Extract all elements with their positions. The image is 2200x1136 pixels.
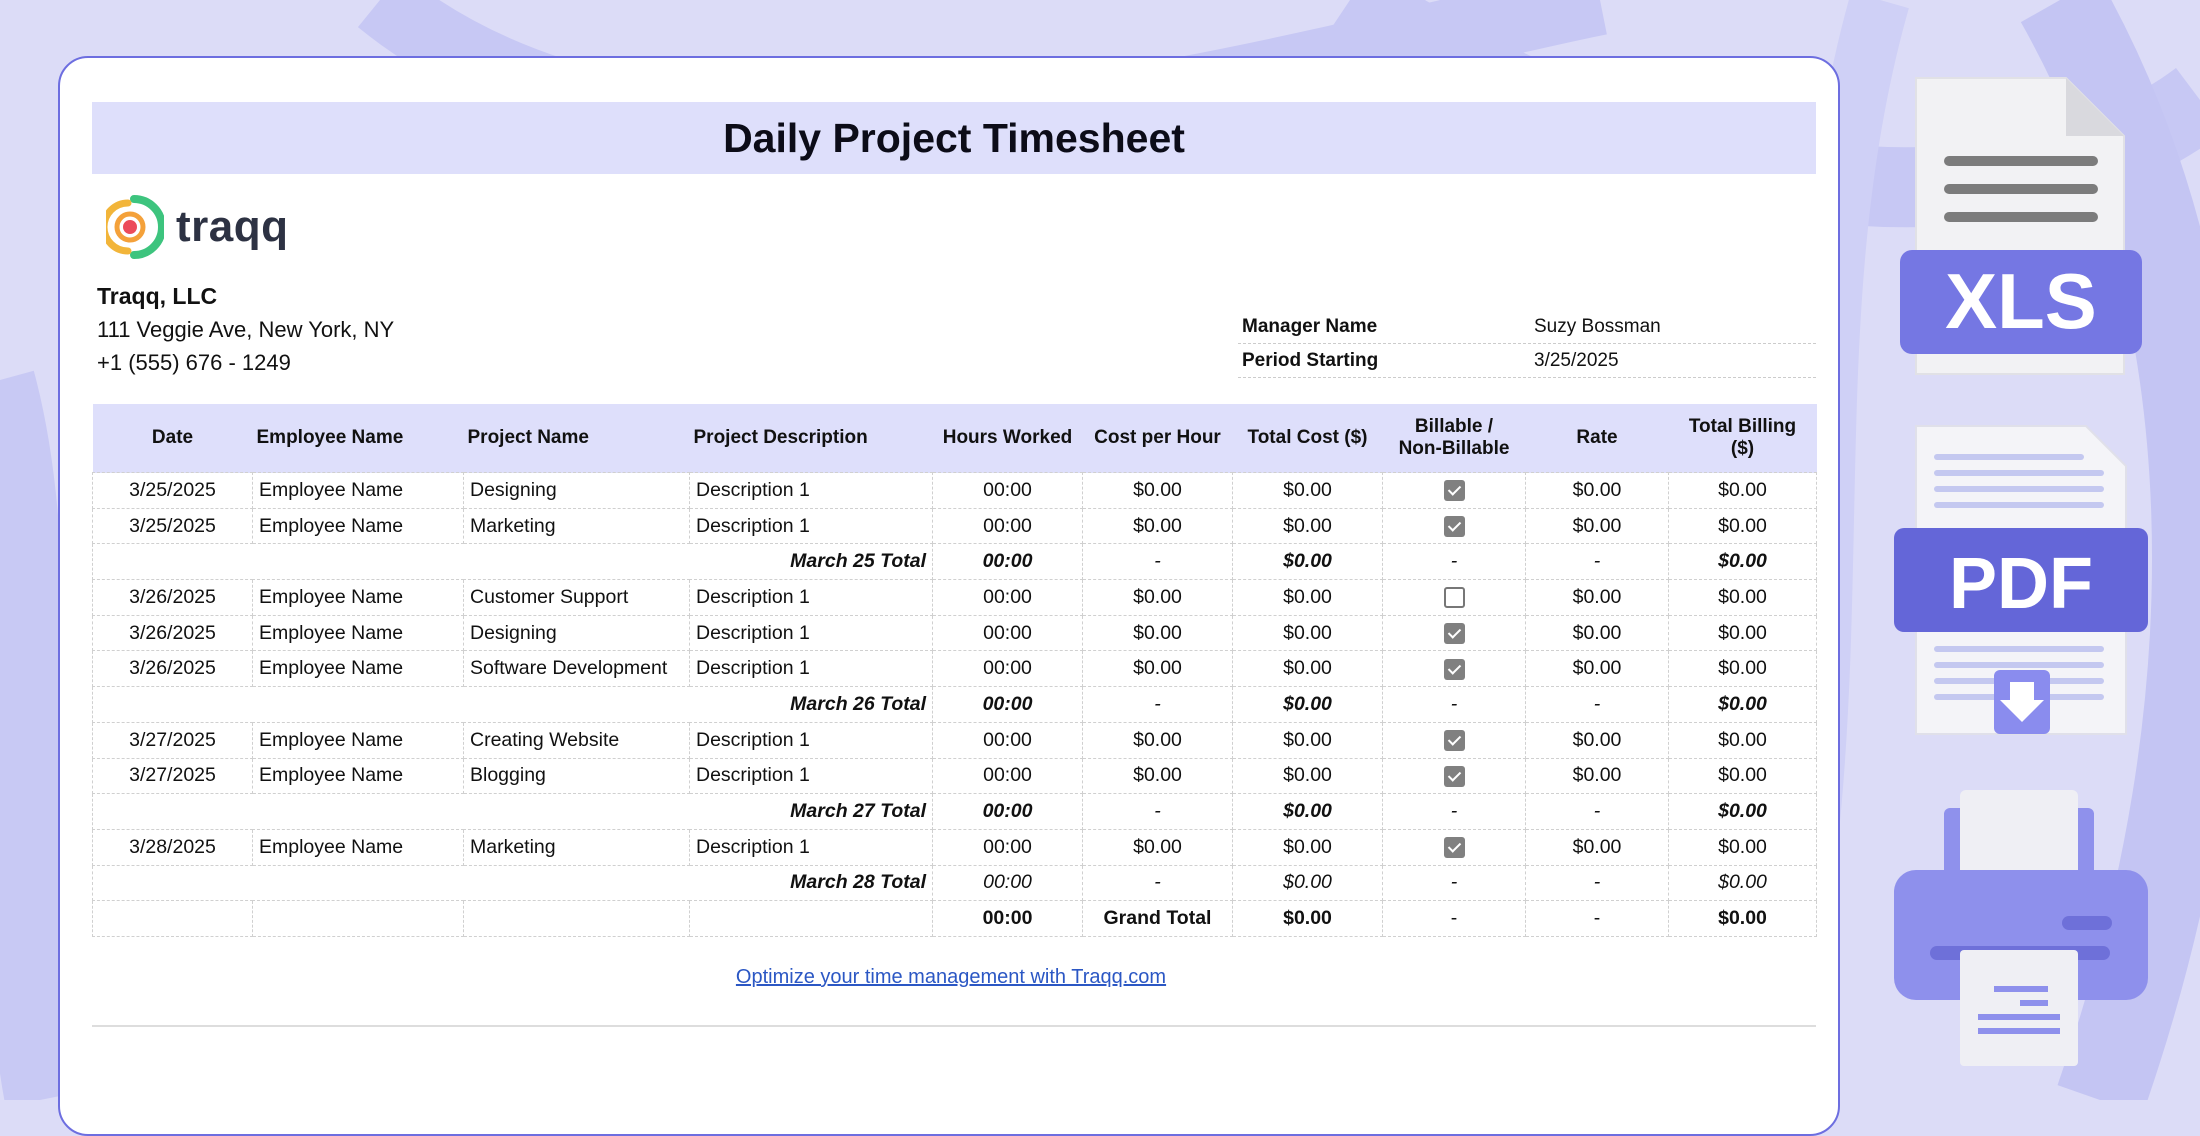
traqq-promo-link[interactable]: Optimize your time management with Traqq.com [735,966,1167,988]
meta-label: Period Starting [1242,350,1379,371]
billable-checkbox[interactable] [1444,587,1465,608]
col-header-description: Project Description [690,404,933,473]
company-phone: +1 (555) 676 - 1249 [97,350,291,375]
col-header-cost-per-hour: Cost per Hour [1083,404,1233,473]
table-row [93,758,1817,794]
subtotal-cost-per-hour: - [1083,687,1233,723]
cell-rate[interactable]: $0.00 [1526,758,1669,794]
col-header-billable [1383,404,1526,473]
traqq-logo-icon [106,191,164,263]
grand-total-hours: 00:00 [933,901,1083,937]
cell-cost-per-hour[interactable]: $0.00 [1083,829,1233,865]
cell-rate[interactable]: $0.00 [1526,473,1669,509]
cell-hours[interactable]: 00:00 [933,615,1083,651]
col-header-employee: Employee Name [253,404,464,473]
subtotal-billable: - [1383,687,1526,723]
timesheet-body [93,473,1817,901]
cell-description[interactable]: Description 1 [690,508,933,544]
cell-description[interactable]: Description 1 [690,758,933,794]
cell-date[interactable]: 3/28/2025 [93,829,253,865]
cell-employee[interactable]: Employee Name [253,508,464,544]
cell-total-billing: $0.00 [1669,829,1817,865]
cell-total-cost: $0.00 [1233,758,1383,794]
cell-billable [1383,508,1526,544]
cell-rate[interactable]: $0.00 [1526,508,1669,544]
subtotal-hours: 00:00 [933,865,1083,901]
cell-employee[interactable]: Employee Name [253,473,464,509]
subtotal-row [93,687,1817,723]
cell-description[interactable]: Description 1 [690,473,933,509]
cell-hours[interactable]: 00:00 [933,508,1083,544]
billable-checkbox[interactable] [1444,730,1465,751]
cell-hours[interactable]: 00:00 [933,829,1083,865]
grand-total-billing: $0.00 [1669,901,1817,937]
subtotal-row [93,544,1817,580]
cell-rate[interactable]: $0.00 [1526,580,1669,616]
table-row [93,651,1817,687]
printer-icon[interactable] [1890,786,2152,1076]
meta-row-manager [1238,310,1816,344]
cell-employee[interactable]: Employee Name [253,615,464,651]
company-name: Traqq, LLC [97,283,218,309]
subtotal-label: March 28 Total [93,865,933,901]
cell-hours[interactable]: 00:00 [933,758,1083,794]
cell-rate[interactable]: $0.00 [1526,722,1669,758]
table-row [93,580,1817,616]
cell-cost-per-hour[interactable]: $0.00 [1083,651,1233,687]
cell-total-billing: $0.00 [1669,615,1817,651]
cell-total-billing: $0.00 [1669,722,1817,758]
subtotal-total-cost: $0.00 [1233,687,1383,723]
meta-label: Manager Name [1242,316,1378,337]
subtotal-billable: - [1383,794,1526,830]
subtotal-row [93,794,1817,830]
cell-date[interactable]: 3/25/2025 [93,508,253,544]
cell-total-cost: $0.00 [1233,473,1383,509]
subtotal-rate: - [1526,544,1669,580]
grand-total-label: Grand Total [1083,901,1233,937]
billable-checkbox[interactable] [1444,516,1465,537]
subtotal-total-cost: $0.00 [1233,794,1383,830]
col-header-total-cost: Total Cost ($) [1233,404,1383,473]
cell-rate[interactable]: $0.00 [1526,615,1669,651]
subtotal-label: March 27 Total [93,794,933,830]
cell-billable [1383,758,1526,794]
cell-project[interactable]: Marketing [464,508,690,544]
subtotal-billing: $0.00 [1669,544,1817,580]
cell-cost-per-hour[interactable]: $0.00 [1083,508,1233,544]
cell-hours[interactable]: 00:00 [933,651,1083,687]
document-title: Daily Project Timesheet [92,102,1816,174]
cell-description[interactable]: Description 1 [690,829,933,865]
subtotal-billable: - [1383,865,1526,901]
cell-employee[interactable]: Employee Name [253,722,464,758]
cell-billable [1383,580,1526,616]
cell-total-billing: $0.00 [1669,758,1817,794]
cell-project[interactable]: Designing [464,473,690,509]
cell-total-cost: $0.00 [1233,580,1383,616]
subtotal-label: March 25 Total [93,544,933,580]
pdf-download-icon[interactable] [1890,420,2152,745]
xls-label: XLS [1945,257,2097,345]
table-row [93,473,1817,509]
meta-value[interactable]: 3/25/2025 [1534,350,1619,371]
billable-checkbox[interactable] [1444,659,1465,680]
col-header-hours: Hours Worked [933,404,1083,473]
cell-total-cost: $0.00 [1233,615,1383,651]
subtotal-rate: - [1526,865,1669,901]
subtotal-billable: - [1383,544,1526,580]
table-row [93,508,1817,544]
cell-description[interactable]: Description 1 [690,651,933,687]
cell-total-cost: $0.00 [1233,651,1383,687]
pdf-label: PDF [1949,544,2093,624]
subtotal-total-cost: $0.00 [1233,544,1383,580]
cell-project[interactable]: Creating Website [464,722,690,758]
subtotal-billing: $0.00 [1669,687,1817,723]
cell-billable [1383,651,1526,687]
cell-cost-per-hour[interactable]: $0.00 [1083,615,1233,651]
cell-total-cost: $0.00 [1233,508,1383,544]
timesheet-meta [1238,310,1816,378]
empty-cell [464,901,690,937]
col-header-rate: Rate [1526,404,1669,473]
table-row [93,722,1817,758]
company-info [97,280,394,379]
grand-total-billable: - [1383,901,1526,937]
table-row [93,615,1817,651]
cell-total-cost: $0.00 [1233,829,1383,865]
cell-employee[interactable]: Employee Name [253,829,464,865]
subtotal-rate: - [1526,687,1669,723]
empty-cell [93,901,253,937]
cell-employee[interactable]: Employee Name [253,651,464,687]
cell-billable [1383,615,1526,651]
cell-total-billing: $0.00 [1669,651,1817,687]
subtotal-total-cost: $0.00 [1233,865,1383,901]
col-header-billable-line2: Non-Billable [1398,438,1510,459]
subtotal-hours: 00:00 [933,794,1083,830]
cell-total-cost: $0.00 [1233,722,1383,758]
subtotal-cost-per-hour: - [1083,544,1233,580]
cell-cost-per-hour[interactable]: $0.00 [1083,758,1233,794]
cell-hours[interactable]: 00:00 [933,473,1083,509]
cell-rate[interactable]: $0.00 [1526,651,1669,687]
subtotal-rate: - [1526,794,1669,830]
cell-project[interactable]: Blogging [464,758,690,794]
grand-total-cost: $0.00 [1233,901,1383,937]
cell-hours[interactable]: 00:00 [933,722,1083,758]
cell-rate[interactable]: $0.00 [1526,829,1669,865]
company-logo [106,191,289,263]
cell-description[interactable]: Description 1 [690,615,933,651]
cell-date[interactable]: 3/27/2025 [93,758,253,794]
col-header-total-billing [1669,404,1817,473]
timesheet-table [92,404,1817,937]
logo-wordmark: traqq [176,202,289,251]
cell-date[interactable]: 3/26/2025 [93,651,253,687]
cell-cost-per-hour[interactable]: $0.00 [1083,580,1233,616]
col-header-project: Project Name [464,404,690,473]
billable-checkbox[interactable] [1444,766,1465,787]
subtotal-billing: $0.00 [1669,794,1817,830]
empty-cell [253,901,464,937]
col-header-date: Date [93,404,253,473]
billable-checkbox[interactable] [1444,480,1465,501]
col-header-billable-line1: Billable / [1414,416,1494,437]
cell-date[interactable]: 3/26/2025 [93,615,253,651]
cell-project[interactable]: Customer Support [464,580,690,616]
cell-total-billing: $0.00 [1669,473,1817,509]
cell-billable [1383,722,1526,758]
cell-project[interactable]: Designing [464,615,690,651]
cell-date[interactable]: 3/27/2025 [93,722,253,758]
subtotal-cost-per-hour: - [1083,794,1233,830]
table-row [93,829,1817,865]
cell-date[interactable]: 3/26/2025 [93,580,253,616]
cell-cost-per-hour[interactable]: $0.00 [1083,722,1233,758]
grand-total-row [93,901,1817,937]
cell-total-billing: $0.00 [1669,508,1817,544]
cell-billable [1383,829,1526,865]
cell-description[interactable]: Description 1 [690,722,933,758]
cell-total-billing: $0.00 [1669,580,1817,616]
cell-project[interactable]: Marketing [464,829,690,865]
cell-project[interactable]: Software Development [464,651,690,687]
cell-description[interactable]: Description 1 [690,580,933,616]
meta-value[interactable]: Suzy Bossman [1534,316,1661,337]
billable-checkbox[interactable] [1444,837,1465,858]
timesheet-document [58,56,1840,1136]
subtotal-hours: 00:00 [933,687,1083,723]
company-address: 111 Veggie Ave, New York, NY [97,317,395,342]
billable-checkbox[interactable] [1444,623,1465,644]
cell-cost-per-hour[interactable]: $0.00 [1083,473,1233,509]
subtotal-billing: $0.00 [1669,865,1817,901]
table-header-row [93,404,1817,473]
subtotal-row [93,865,1817,901]
subtotal-hours: 00:00 [933,544,1083,580]
footer-divider [92,1025,1816,1027]
cell-billable [1383,473,1526,509]
cell-date[interactable]: 3/25/2025 [93,473,253,509]
grand-total-rate: - [1526,901,1669,937]
cell-employee[interactable]: Employee Name [253,758,464,794]
col-header-total-billing-line1: Total Billing [1688,416,1797,437]
xls-file-icon[interactable] [1896,74,2146,384]
empty-cell [690,901,933,937]
cell-hours[interactable]: 00:00 [933,580,1083,616]
subtotal-cost-per-hour: - [1083,865,1233,901]
meta-row-period [1238,344,1816,378]
subtotal-label: March 26 Total [93,687,933,723]
col-header-total-billing-line2: ($) [1730,438,1755,459]
cell-employee[interactable]: Employee Name [253,580,464,616]
